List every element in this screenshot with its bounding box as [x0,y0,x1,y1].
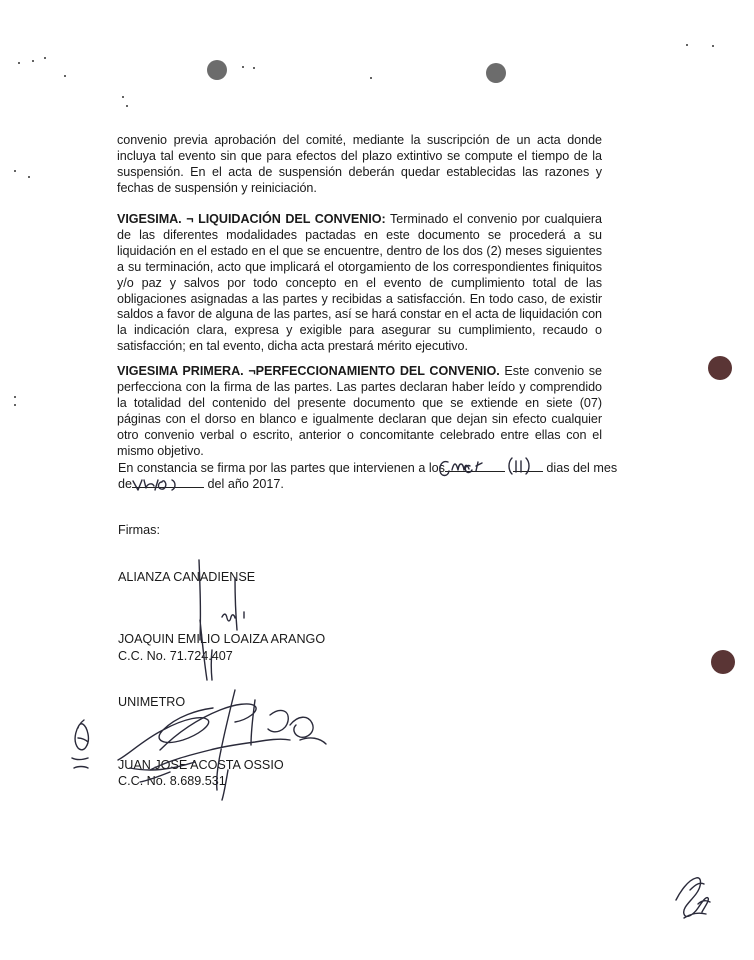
punch-hole-top-left [207,60,227,80]
scan-speck [712,45,714,47]
margin-initial-bottom-right [676,878,710,918]
month-blank [132,475,204,488]
scan-speck [44,57,46,59]
signatory-1-org: ALIANZA CANADIENSE [118,570,256,584]
day-number-blank [513,459,543,472]
signatory-2-id: C.C. No. 8.689.531 [118,774,226,788]
constancia-line-1 [118,459,617,476]
scan-speck [253,67,255,69]
paragraph-suspension-text: convenio previa aprobación del comité, mediante la suscripción de un acta donde incluya tal evento sin que para efectos del plazo extintivo se compute el tiempo de la suspensión. En el acta de suspensión deberán quedar establecidas las razones y fechas de suspensión y reiniciación. [117,133,602,195]
scan-speck [14,170,16,172]
scan-speck [14,396,16,398]
paragraph-suspension [117,133,602,197]
signatory-2-name: JUAN JOSE ACOSTA OSSIO [118,758,284,772]
margin-initial-left [72,720,88,768]
scan-speck [28,176,30,178]
clause-vigesima-heading: VIGESIMA. ¬ LIQUIDACIÓN DEL CONVENIO: [117,212,386,226]
constancia-prefix: En constancia se firma por las partes que intervienen a los [118,461,445,475]
constancia-year: del año 2017. [207,477,284,491]
signatory-1-id: C.C. No. 71.724.407 [118,649,233,663]
scan-speck [370,77,372,79]
scan-speck [64,75,66,77]
signatory-1-name: JOAQUIN EMILIO LOAIZA ARANGO [118,632,326,646]
scan-speck [242,66,244,68]
clause-vigesima-primera-heading: VIGESIMA PRIMERA. ¬PERFECCIONAMIENTO DEL CONVENIO. [117,364,500,378]
day-blank [445,459,505,472]
clause-vigesima-primera [117,364,602,459]
scan-speck [126,105,128,107]
constancia-de: de [118,477,133,491]
signatory-2-org: UNIMETRO [118,695,186,709]
firmas-label: Firmas: [118,523,160,537]
constancia-suffix: dias del mes [546,461,618,475]
clause-vigesima [117,212,602,355]
scan-speck [686,44,688,46]
punch-hole-right-lower [711,650,735,674]
constancia-line-2 [118,475,284,492]
clause-vigesima-primera-text [117,364,602,459]
clause-vigesima-body: Terminado el convenio por cualquiera de las diferentes modalidades pactadas en este documento se procederá a su liquidación en el estado en el que se encuentre, dentro de los dos (2) meses siguientes a su terminación, acto que implicará el otorgamiento de los correspondientes finiquitos y/o paz y salvos por todo concepto en el evento de cumplimiento total de las obligaciones asignadas a las partes y recibidas a satisfacción. En todo caso, de existir saldos a favor de alguna de las partes, así se hará constar en el acta de liquidación con la indicación clara, expresa y exigible para asegurar su cumplimiento, recaudo o satisfacción; en tal evento, dicha acta prestará mérito ejecutivo. [117,212,602,354]
clause-vigesima-primera-body: Este convenio se perfecciona con la firma de las partes. Las partes declaran haber leído y comprendido la totalidad del contenido del presente documento que se extiende en siete (07) páginas con el dorso en blanco e igualmente declaran que dejan sin efecto cualquier otro convenio verbal o escrito, anterior o concomitante celebrado entre ellas con el mismo objetivo. [117,364,602,458]
scan-speck [18,62,20,64]
scan-speck [122,96,124,98]
scan-speck [32,60,34,62]
punch-hole-top-right [486,63,506,83]
clause-vigesima-text [117,212,602,355]
punch-hole-right-upper [708,356,732,380]
scan-speck [14,404,16,406]
